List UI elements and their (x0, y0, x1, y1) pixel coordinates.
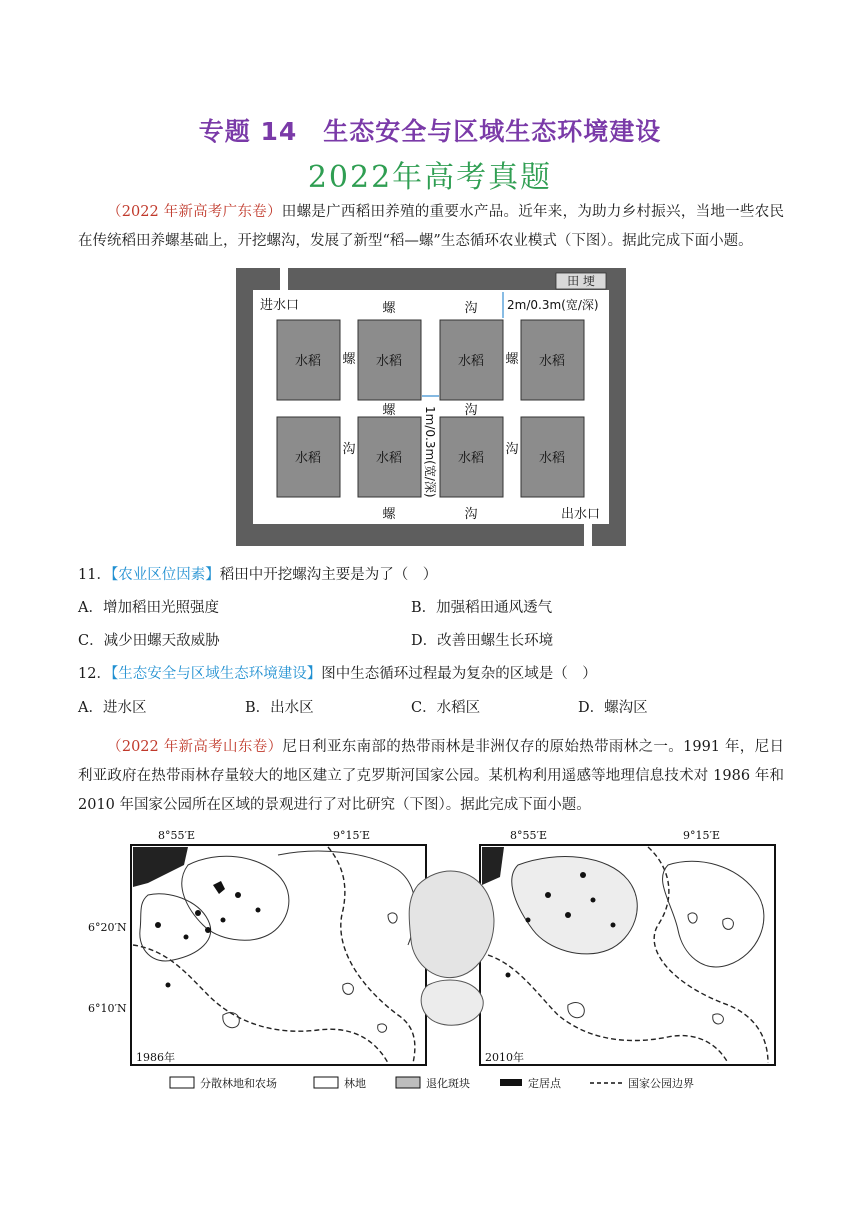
ditch-char: 螺 (342, 352, 356, 367)
q11-option-a[interactable]: A．增加稻田光照强度 (78, 600, 219, 616)
ditch-char: 螺 (382, 403, 396, 418)
q11-option-c[interactable]: C．减少田螺天敌威胁 (78, 633, 220, 649)
field-label: 水稻 (538, 354, 566, 369)
field-label: 水稻 (457, 354, 485, 369)
q12-stem: 图中生态循环过程最为复杂的区域是（ ） (321, 666, 597, 682)
q12-option-b[interactable]: B．出水区 (245, 700, 314, 716)
year-label: 2010年 (485, 1051, 524, 1064)
legend-item: 分散林地和农场 (200, 1077, 277, 1090)
lon-label: 9°15′E (333, 829, 371, 842)
cross-river-national-park-map (88, 825, 776, 1093)
passage-2 (78, 733, 784, 820)
passage-1-source: （2022 年新高考广东卷） (107, 204, 282, 220)
question-11: 11．【农业区位因素】稻田中开挖螺沟主要是为了（ ） (78, 567, 438, 583)
field-label: 水稻 (294, 451, 322, 466)
inlet-label: 进水口 (260, 298, 300, 313)
q12-option-d[interactable]: D．螺沟区 (578, 700, 648, 716)
field-label: 水稻 (375, 354, 403, 369)
passage-1-text: 田螺是广西稻田养殖的重要水产品。近年来，为助力乡村振兴，当地一些农民在传统稻田养螺基础上，开挖螺沟，发展了新型“稻—螺”生态循环农业模式（下图）。据此完成下面小题。 (78, 204, 784, 249)
field-label: 水稻 (538, 451, 566, 466)
q11-stem: 稻田中开挖螺沟主要是为了（ ） (219, 567, 438, 583)
q12-option-a[interactable]: A．进水区 (78, 700, 147, 716)
passage-1 (78, 198, 784, 256)
field-label: 水稻 (294, 354, 322, 369)
legend-item: 退化斑块 (426, 1077, 470, 1090)
page-title: 专题 14 生态安全与区域生态环境建设 (198, 117, 662, 146)
lat-label: 6°10′N (88, 1002, 127, 1015)
field-label: 水稻 (457, 451, 485, 466)
question-12: 12．【生态安全与区域生态环境建设】图中生态循环过程最为复杂的区域是（ ） (78, 666, 597, 682)
legend-item: 定居点 (528, 1077, 561, 1090)
q11-tag: 【农业区位因素】 (110, 567, 220, 583)
legend-item: 林地 (344, 1077, 366, 1090)
ridge-label: 田 埂 (567, 274, 595, 288)
ditch-char: 沟 (464, 403, 478, 418)
map-legend (170, 1076, 694, 1090)
q11-option-d[interactable]: D．改善田螺生长环境 (411, 633, 554, 649)
passage-2-source: （2022 年新高考山东卷） (107, 739, 283, 755)
ditch-char: 螺 (505, 352, 519, 367)
outlet-label: 出水口 (561, 507, 601, 522)
dim-top-label: 2m/0.3m(宽/深) (507, 298, 599, 312)
q11-option-b[interactable]: B．加强稻田通风透气 (411, 600, 553, 616)
ditch-char: 沟 (464, 507, 478, 522)
year-label: 1986年 (136, 1051, 175, 1064)
page-subtitle: 2022年高考真题 (307, 160, 553, 195)
lon-label: 8°55′E (510, 829, 548, 842)
ditch-char: 沟 (342, 442, 356, 457)
dim-mid-label: 1m/0.3m(宽/深) (423, 406, 437, 498)
ditch-char: 沟 (464, 301, 478, 316)
q12-option-c[interactable]: C．水稻区 (411, 700, 481, 716)
q12-tag: 【生态安全与区域生态环境建设】 (110, 666, 322, 682)
passage-2-text: 尼日利亚东南部的热带雨林是非洲仅存的原始热带雨林之一。1991 年，尼日利亚政府在热带雨林存量较大的地区建立了克罗斯河国家公园。某机构利用遥感等地理信息技术对 1986 年和 2010 年国家公园所在区域的景观进行了对比研究（下图）。据此完成下面小题。 (78, 739, 784, 813)
lon-label: 8°55′E (158, 829, 196, 842)
lat-label: 6°20′N (88, 921, 127, 934)
ditch-char: 螺 (382, 507, 396, 522)
rice-snail-field-diagram (236, 268, 626, 546)
field-label: 水稻 (375, 451, 403, 466)
legend-item: 国家公园边界 (628, 1077, 694, 1090)
ditch-char: 沟 (505, 442, 519, 457)
lon-label: 9°15′E (683, 829, 721, 842)
ditch-char: 螺 (382, 301, 396, 316)
